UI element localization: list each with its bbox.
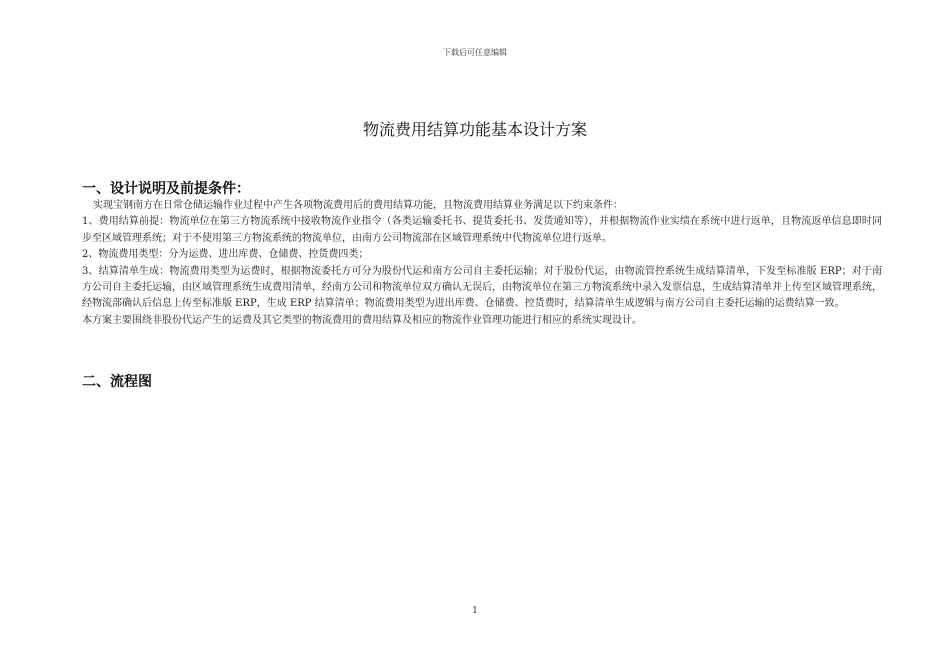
list-item-settlement-premise: 1、费用结算前提：物流单位在第三方物流系统中接收物流作业指令（各类运输委托书、提货委托书、发货通知等），并根据物流作业实绩在系统中进行返单，且物流返单信息即时同步至区域管理系统；对于不使用第三方物流系统的物流单位，由南方公司物流部在区域管理系统中代物流单位进行返单。 <box>82 216 882 244</box>
header-note: 下载后可任意编辑 <box>443 48 507 57</box>
section-body-design <box>82 198 882 329</box>
page-number: 1 <box>472 606 478 616</box>
summary-paragraph: 本方案主要围绕非股份代运产生的运费及其它类型的物流费用的费用结算及相应的物流作业管理功能进行相应的系统实现设计。 <box>82 314 642 326</box>
section-heading-flowchart: 二、流程图 <box>82 374 152 390</box>
list-item-fee-types: 2、物流费用类型：分为运费、进出库费、仓储费、控货费四类； <box>82 249 369 261</box>
document-title: 物流费用结算功能基本设计方案 <box>362 120 587 139</box>
section-heading-design: 一、设计说明及前提条件： <box>82 181 250 197</box>
intro-paragraph: 实现宝钢南方在日常仓储运输作业过程中产生各项物流费用后的费用结算功能，且物流费用结算业务满足以下约束条件： <box>93 200 623 211</box>
list-item-settlement-generation: 3、结算清单生成：物流费用类型为运费时，根据物流委托方可分为股份代运和南方公司自主委托运输；对于股份代运，由物流管控系统生成结算清单，下发至标准版 ERP；对于南方公司自主委托运输，由区域管理系统生成费用清单，经南方公司和物流单位双方确认无误后，由物流单位在第三方物流系统中录入发票信息，生成结算清单并上传至区域管理系统，经物流部确认后信息上传至标准版 ERP，生成 ERP 结算清单；物流费用类型为进出库费、仓储费、控货费时，结算清单生成逻辑与南方公司自主委托运输的运费结算一致。 <box>82 265 882 310</box>
